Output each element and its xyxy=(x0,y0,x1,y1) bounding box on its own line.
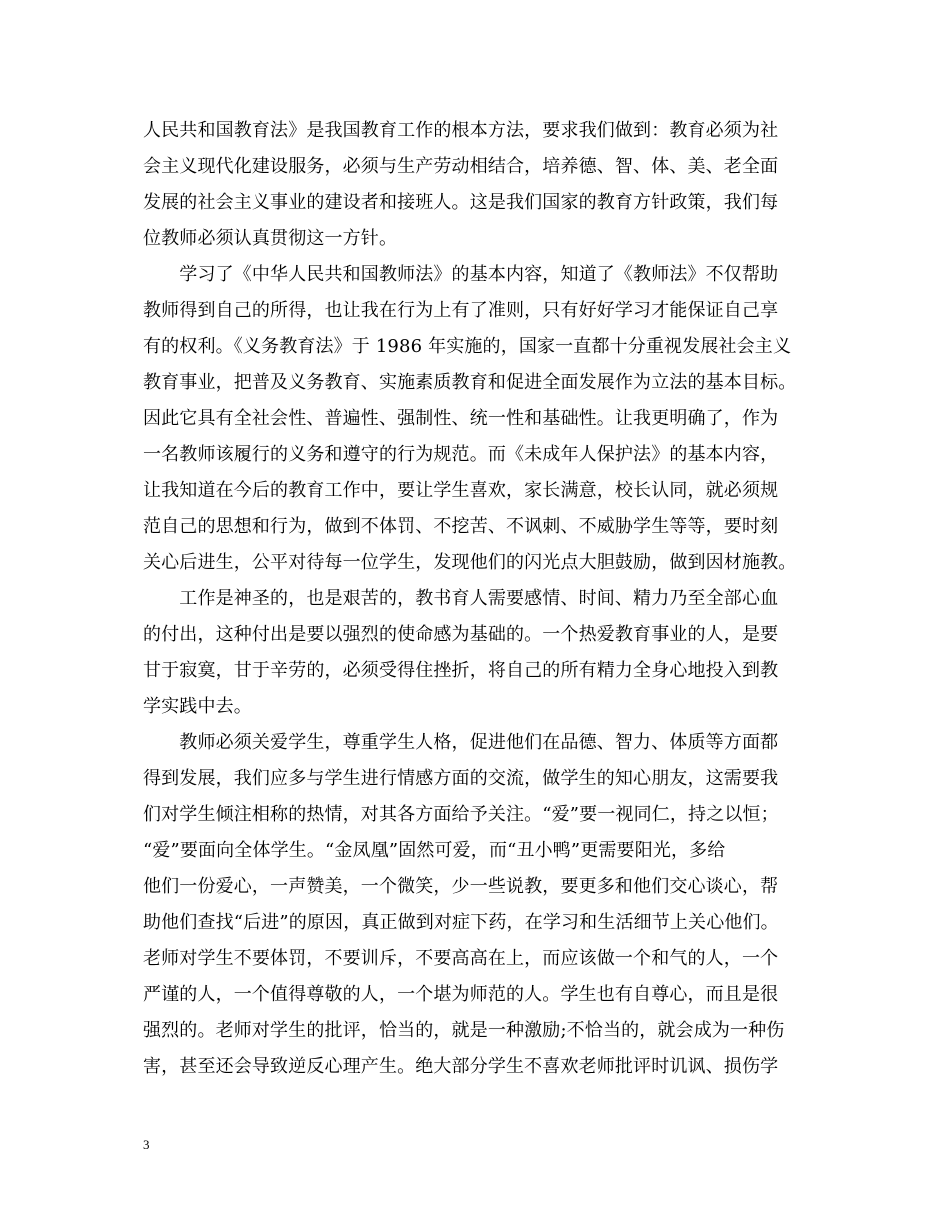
text-line: 发展的社会主义事业的建设者和接班人。这是我们国家的教育方针政策，我们每 xyxy=(143,192,779,213)
text-line: 一名教师该履行的义务和遵守的行为规范。而《未成年人保护法》的基本内容， xyxy=(143,444,779,465)
text-line: 人民共和国教育法》是我国教育工作的根本方法，要求我们做到：教育必须为社 xyxy=(143,120,779,141)
text-line: 位教师必须认真贯彻这一方针。 xyxy=(143,228,398,249)
text-line: 强烈的。老师对学生的批评，恰当的，就是一种激励;不恰当的，就会成为一种伤 xyxy=(143,1020,785,1041)
text-line: 关心后进生，公平对待每一位学生，发现他们的闪光点大胆鼓励，做到因材施教。 xyxy=(143,552,797,573)
text-line: 学实践中去。 xyxy=(143,696,252,717)
text-line: 的付出，这种付出是要以强烈的使命感为基础的。一个热爱教育事业的人，是要 xyxy=(143,624,779,645)
text-line: 教师必须关爱学生，尊重学生人格，促进他们在品德、智力、体质等方面都 xyxy=(143,732,779,753)
text-line: 教育事业，把普及义务教育、实施素质教育和促进全面发展作为立法的基本目标。 xyxy=(143,372,797,393)
text-line: 范自己的思想和行为，做到不体罚、不挖苦、不讽刺、不威胁学生等等，要时刻 xyxy=(143,516,779,537)
text-line: 工作是神圣的，也是艰苦的，教书育人需要感情、时间、精力乃至全部心血 xyxy=(143,588,779,609)
text-line: 得到发展，我们应多与学生进行情感方面的交流，做学生的知心朋友，这需要我 xyxy=(143,768,779,789)
text-line: 学习了《中华人民共和国教师法》的基本内容，知道了《教师法》不仅帮助 xyxy=(143,264,779,285)
text-line: 会主义现代化建设服务，必须与生产劳动相结合，培养德、智、体、美、老全面 xyxy=(143,156,779,177)
text-line: 他们一份爱心，一声赞美，一个微笑，少一些说教，要更多和他们交心谈心，帮 xyxy=(143,876,779,897)
text-line: 因此它具有全社会性、普遍性、强制性、统一性和基础性。让我更明确了，作为 xyxy=(143,408,779,429)
text-line: 教师得到自己的所得，也让我在行为上有了准则，只有好好学习才能保证自己享 xyxy=(143,300,779,321)
text-line: 严谨的人，一个值得尊敬的人，一个堪为师范的人。学生也有自尊心，而且是很 xyxy=(143,984,779,1005)
text-line: 有的权利。《义务教育法》于 1986 年实施的，国家一直都十分重视发展社会主义 xyxy=(143,336,792,357)
text-line: 害，甚至还会导致逆反心理产生。绝大部分学生不喜欢老师批评时讥讽、损伤学 xyxy=(143,1056,779,1077)
text-line: 助他们查找“后进”的原因，真正做到对症下药，在学习和生活细节上关心他们。 xyxy=(143,912,779,933)
text-line: 让我知道在今后的教育工作中，要让学生喜欢，家长满意，校长认同，就必须规 xyxy=(143,480,779,501)
text-line: “爱”要面向全体学生。“金凤凰”固然可爱，而“丑小鸭”更需要阳光，多给 xyxy=(143,840,726,861)
text-line: 们对学生倾注相称的热情，对其各方面给予关注。“爱”要一视同仁，持之以恒； xyxy=(143,804,779,825)
text-line: 甘于寂寞，甘于辛劳的，必须受得住挫折，将自己的所有精力全身心地投入到教 xyxy=(143,660,779,681)
page-number: 3 xyxy=(143,1137,150,1152)
text-line: 老师对学生不要体罚，不要训斥，不要高高在上，而应该做一个和气的人，一个 xyxy=(143,948,779,969)
